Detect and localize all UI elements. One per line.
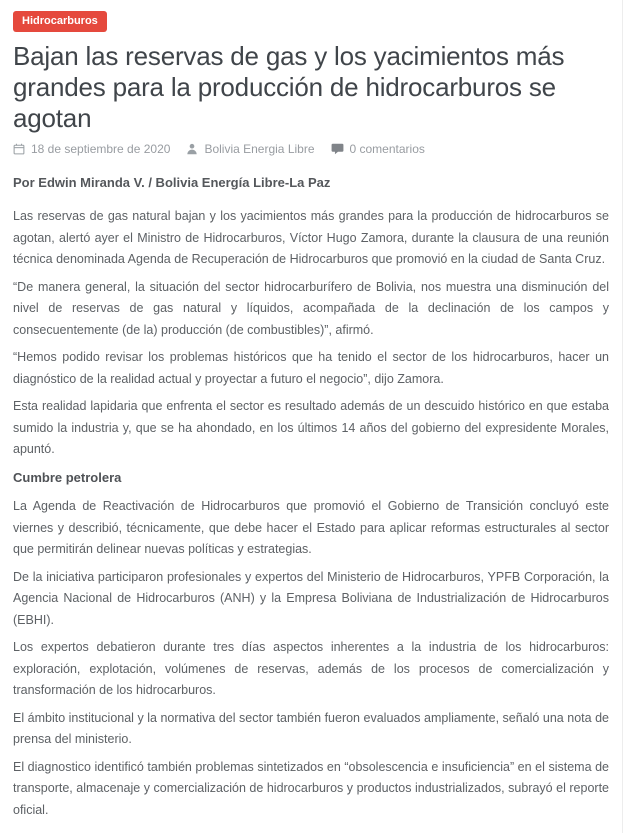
article-meta-row	[13, 142, 609, 156]
article-paragraph: Los expertos debatieron durante tres días aspectos inherentes a la industria de los hidrocarburos: exploración, explotación, volúmenes de reservas, además de los procesos de comercialización y transformación de los hidrocarburos.	[13, 640, 609, 697]
article-paragraph: Las reservas de gas natural bajan y los yacimientos más grandes para la producción de hidrocarburos se agotan, alertó ayer el Ministro de Hidrocarburos, Víctor Hugo Zamora, durante la clausura de una reunión técnica denominada Agenda de Recuperación de Hidrocarburos que promovió en la ciudad de Santa Cruz.	[13, 209, 609, 266]
article-title: Bajan las reservas de gas y los yacimientos más grandes para la producción de hidrocarburos se agotan	[13, 41, 565, 133]
article-paragraph: Esta realidad lapidaria que enfrenta el sector es resultado además de un descuido histórico en que estaba sumido la industria y, que se ha ahondado, en los últimos 14 años del gobierno del expresidente Morales, apuntó.	[13, 399, 609, 456]
meta-comments[interactable]	[331, 142, 425, 156]
article-byline: Por Edwin Miranda V. / Bolivia Energía Libre-La Paz	[13, 175, 331, 190]
meta-comments-label: 0 comentarios	[349, 142, 425, 156]
calendar-icon	[13, 143, 25, 155]
section-heading: Cumbre petrolera	[13, 469, 122, 485]
article-paragraph: De la iniciativa participaron profesionales y expertos del Ministerio de Hidrocarburos, YPFB Corporación, la Agencia Nacional de Hidrocarburos (ANH) y la Empresa Boliviana de Industrialización de Hidrocarburos (EBHI).	[13, 569, 609, 627]
article-body	[13, 206, 609, 821]
comment-icon	[331, 143, 344, 155]
person-icon	[186, 143, 198, 155]
meta-date-label: 18 de septiembre de 2020	[31, 142, 171, 156]
article-paragraph: El diagnostico identificó también problemas sintetizados en “obsolescencia e insuficiencia” en el sistema de transporte, almacenaje y comercialización de hidrocarburos y productos industrializados, subrayó el reporte oficial.	[13, 759, 609, 817]
category-badge[interactable]: Hidrocarburos	[13, 11, 107, 32]
meta-date	[13, 142, 170, 156]
article-paragraph: La Agenda de Reactivación de Hidrocarburos que promovió el Gobierno de Transición concluyó este viernes y describió, técnicamente, que debe hacer el Estado para aplicar reformas estructurales al sector que permitirán delinear nuevas políticas y estrategias.	[13, 499, 609, 556]
article-paragraph: “Hemos podido revisar los problemas históricos que ha tenido el sector de los hidrocarburos, hacer un diagnóstico de la realidad actual y proyectar a futuro el negocio”, dijo Zamora.	[13, 350, 609, 386]
meta-author[interactable]	[186, 142, 314, 156]
article-paragraph: “De manera general, la situación del sector hidrocarburífero de Bolivia, nos muestra una disminución del nivel de reservas de gas natural y líquidos, acompañada de la declinación de los campos y consecuentemente (de la) producción (de combustibles)”, afirmó.	[13, 279, 609, 337]
meta-author-label: Bolivia Energia Libre	[204, 142, 315, 156]
article-paragraph: El ámbito institucional y la normativa del sector también fueron evaluados ampliamente, señaló una nota de prensa del ministerio.	[13, 710, 609, 746]
